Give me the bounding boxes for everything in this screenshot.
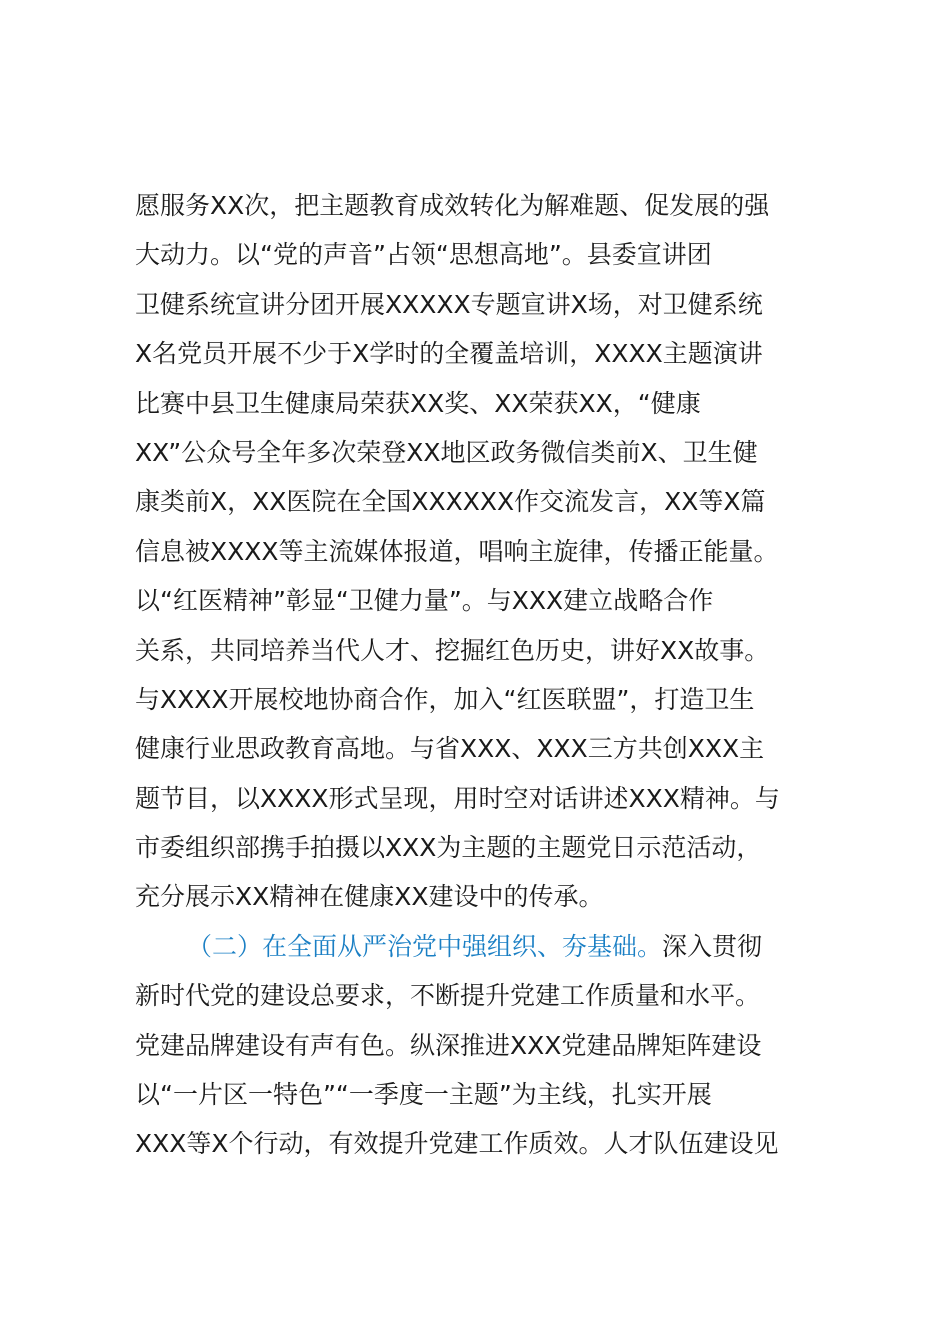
text-line: 题节目，以XXXX形式呈现，用时空对话讲述XXX精神。与: [135, 783, 780, 813]
section-heading-tail: 深入贯彻: [662, 931, 763, 961]
text-line: 关系，共同培养当代人才、挖掘红色历史，讲好XX故事。: [135, 635, 770, 665]
document-body: [135, 181, 855, 1169]
text-line: XX”公众号全年多次荣登XX地区政务微信类前X、卫生健: [135, 437, 758, 467]
text-line: 卫健系统宣讲分团开展XXXXX专题宣讲X场，对卫健系统: [135, 289, 763, 319]
text-line: 与XXXX开展校地协商合作，加入“红医联盟”，打造卫生: [135, 684, 755, 714]
text-line: 大动力。以“党的声音”占领“思想高地”。县委宣讲团: [135, 240, 712, 270]
text-line: 新时代党的建设总要求，不断提升党建工作质量和水平。: [135, 981, 761, 1011]
text-line: 以“红医精神”彰显“卫健力量”。与XXX建立战略合作: [135, 586, 714, 616]
section-heading-line: [135, 922, 855, 971]
text-line: 市委组织部携手拍摄以XXX为主题的主题党日示范活动，: [135, 833, 762, 863]
text-line: XXX等X个行动，有效提升党建工作质效。人才队伍建设见: [135, 1129, 779, 1159]
text-line: 以“一片区一特色”“一季度一主题”为主线，扎实开展: [135, 1080, 712, 1110]
text-line: 党建品牌建设有声有色。纵深推进XXX党建品牌矩阵建设: [135, 1030, 762, 1060]
text-line: 充分展示XX精神在健康XX建设中的传承。: [135, 882, 604, 912]
text-line: 比赛中县卫生健康局荣获XX奖、XX荣获XX，“健康: [135, 388, 701, 418]
text-line: X名党员开展不少于X学时的全覆盖培训，XXXX主题演讲: [135, 339, 763, 369]
section-heading: （二）在全面从严治党中强组织、夯基础。: [187, 931, 663, 961]
text-line: 健康行业思政教育高地。与省XXX、XXX三方共创XXX主: [135, 734, 765, 764]
text-line: 信息被XXXX等主流媒体报道，唱响主旋律，传播正能量。: [135, 536, 779, 566]
text-line: 愿服务XX次，把主题教育成效转化为解难题、促发展的强: [135, 191, 770, 220]
text-line: 康类前X，XX医院在全国XXXXXX作交流发言，XX等X篇: [135, 487, 766, 517]
